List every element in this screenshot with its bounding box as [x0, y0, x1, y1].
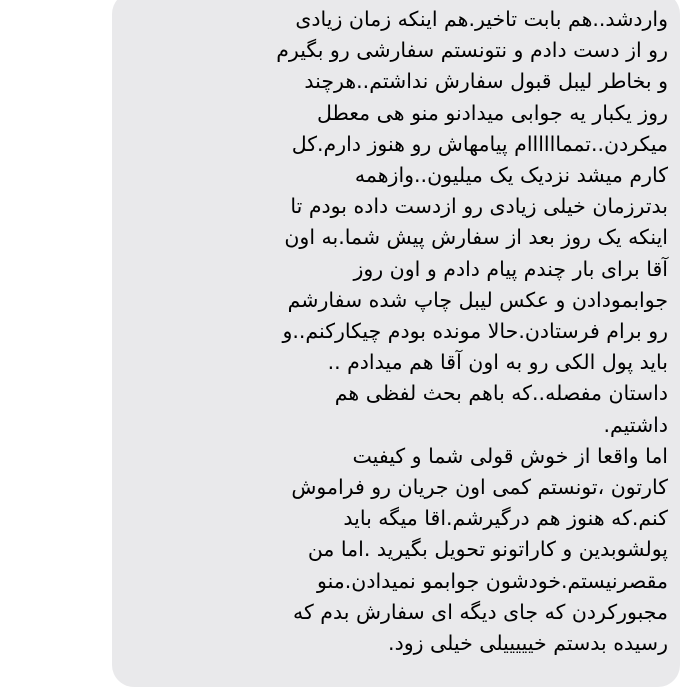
message-line: کارتون ،تونستم کمی اون جریان رو فراموش [291, 475, 668, 500]
message-line: آقا برای بار چندم پیام دادم و اون روز [353, 256, 668, 281]
message-line: بدترزمان خیلی زیادی رو ازدست داده بودم تا [290, 194, 668, 219]
received-message-bubble[interactable] [112, 0, 680, 687]
message-text [130, 4, 668, 659]
message-line: مجبورکردن که جای دیگه ای سفارش بدم که [293, 599, 668, 624]
message-line: اینکه یک روز بعد از سفارش پیش شما.به اون [284, 225, 668, 250]
message-line: میکردن..تمماااااام پیامهاش رو هنوز دارم.کل [291, 131, 668, 156]
message-line: باید پول الکی رو به اون آقا هم میدادم .. [327, 350, 668, 375]
message-line: داستان مفصله..که باهم بحث لفظی هم [334, 381, 668, 406]
message-line: مقصرنیستم.خودشون جوابمو نمیدادن.منو [317, 568, 668, 593]
message-line: جوابمودادن و عکس لیبل چاپ شده سفارشم [287, 287, 668, 312]
message-line: روز یکبار یه جوابی میدادنو منو هی معطل [316, 100, 668, 125]
message-line: رسیده بدستم خیییییلی خیلی زود. [388, 631, 668, 656]
message-line: واردشد..هم بابت تاخیر.هم اینکه زمان زیادی [295, 7, 668, 31]
message-line: داشتیم. [603, 412, 668, 437]
message-line: رو برام فرستادن.حالا مونده بودم چیکارکنم..و [282, 319, 668, 344]
message-line: و بخاطر لیبل قبول سفارش نداشتم..هرچند [304, 69, 668, 94]
message-line: کارم میشد نزدیک یک میلیون..وازهمه [354, 163, 668, 188]
message-line: رو از دست دادم و نتونستم سفارشی رو بگیرم [276, 38, 668, 63]
message-line: پولشوبدین و کاراتونو تحویل بگیرید .اما من [307, 537, 668, 562]
message-line: اما واقعا از خوش قولی شما و کیفیت [352, 443, 668, 468]
message-line: کنم.که هنوز هم درگیرشم.اقا میگه باید [343, 506, 668, 531]
